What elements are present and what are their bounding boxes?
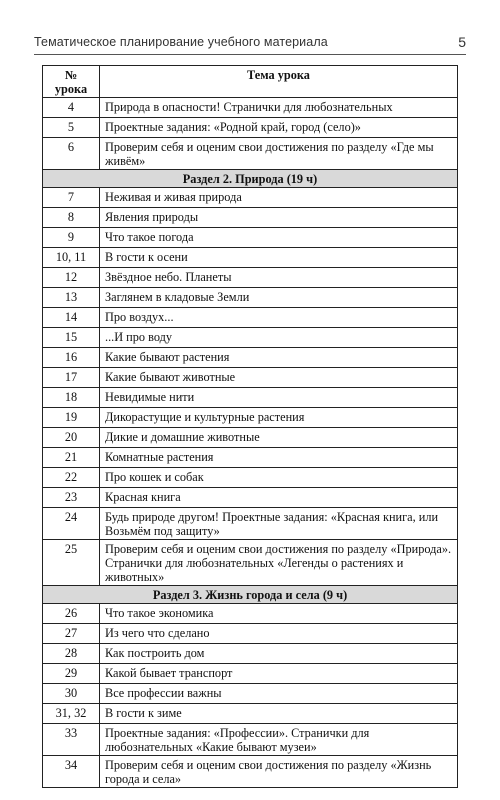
lesson-number: 7 [43, 188, 100, 208]
lesson-number: 16 [43, 348, 100, 368]
lesson-topic: Как построить дом [100, 644, 458, 664]
lesson-plan-table [42, 65, 458, 788]
table-row [43, 540, 458, 586]
table-row [43, 756, 458, 788]
lesson-topic: Комнатные растения [100, 448, 458, 468]
table-row [43, 288, 458, 308]
lesson-topic: Природа в опасности! Странички для любознательных [100, 98, 458, 118]
table-row [43, 724, 458, 756]
table-row [43, 644, 458, 664]
lesson-number: 24 [43, 508, 100, 540]
lesson-number: 10, 11 [43, 248, 100, 268]
lesson-topic: Проектные задания: «Родной край, город (село)» [100, 118, 458, 138]
table-row [43, 664, 458, 684]
lesson-topic: Какие бывают животные [100, 368, 458, 388]
lesson-number: 13 [43, 288, 100, 308]
lesson-topic: Красная книга [100, 488, 458, 508]
table-row [43, 208, 458, 228]
lesson-number: 9 [43, 228, 100, 248]
table-row [43, 98, 458, 118]
lesson-topic: Дикорастущие и культурные растения [100, 408, 458, 428]
lesson-number: 28 [43, 644, 100, 664]
table-row [43, 308, 458, 328]
lesson-topic: ...И про воду [100, 328, 458, 348]
table-row [43, 408, 458, 428]
lesson-number: 8 [43, 208, 100, 228]
table-row [43, 704, 458, 724]
table-header-row [43, 66, 458, 98]
page-number: 5 [458, 34, 466, 50]
table-row [43, 604, 458, 624]
table-row [43, 188, 458, 208]
table-row [43, 228, 458, 248]
table-row [43, 448, 458, 468]
lesson-number: 33 [43, 724, 100, 756]
table-body [43, 98, 458, 788]
lesson-number: 23 [43, 488, 100, 508]
table-row [43, 624, 458, 644]
section-header-row [43, 586, 458, 604]
table-row [43, 348, 458, 368]
column-header-lesson-topic: Тема урока [100, 66, 458, 98]
lesson-topic: Будь природе другом! Проектные задания: «Красная книга, или Возьмём под защиту» [100, 508, 458, 540]
lesson-number: 27 [43, 624, 100, 644]
lesson-number: 19 [43, 408, 100, 428]
lesson-number: 5 [43, 118, 100, 138]
lesson-topic: В гости к зиме [100, 704, 458, 724]
lesson-number: 21 [43, 448, 100, 468]
lesson-number: 20 [43, 428, 100, 448]
lesson-number: 22 [43, 468, 100, 488]
lesson-number: 12 [43, 268, 100, 288]
table-row [43, 388, 458, 408]
lesson-topic: Явления природы [100, 208, 458, 228]
section-title: Раздел 2. Природа (19 ч) [43, 170, 458, 188]
table-row [43, 328, 458, 348]
lesson-topic: Невидимые нити [100, 388, 458, 408]
lesson-topic: Проверим себя и оценим свои достижения по разделу «Жизнь города и села» [100, 756, 458, 788]
lesson-number: 17 [43, 368, 100, 388]
table-row [43, 488, 458, 508]
table-row [43, 508, 458, 540]
lesson-number: 4 [43, 98, 100, 118]
lesson-topic: Проектные задания: «Профессии». Странички для любознательных «Какие бывают музеи» [100, 724, 458, 756]
lesson-topic: Проверим себя и оценим свои достижения по разделу «Природа». Странички для любознательных «Легенды о растениях и животных» [100, 540, 458, 586]
table-row [43, 684, 458, 704]
table-row [43, 248, 458, 268]
lesson-topic: Какие бывают растения [100, 348, 458, 368]
lesson-topic: Из чего что сделано [100, 624, 458, 644]
lesson-number: 31, 32 [43, 704, 100, 724]
lesson-topic: Дикие и домашние животные [100, 428, 458, 448]
lesson-topic: Все профессии важны [100, 684, 458, 704]
lesson-topic: Проверим себя и оценим свои достижения по разделу «Где мы живём» [100, 138, 458, 170]
lesson-topic: Звёздное небо. Планеты [100, 268, 458, 288]
lesson-number: 25 [43, 540, 100, 586]
lesson-topic: Неживая и живая природа [100, 188, 458, 208]
lesson-topic: В гости к осени [100, 248, 458, 268]
lesson-topic: Заглянем в кладовые Земли [100, 288, 458, 308]
table-row [43, 268, 458, 288]
section-title: Раздел 3. Жизнь города и села (9 ч) [43, 586, 458, 604]
lesson-number: 15 [43, 328, 100, 348]
table-row [43, 138, 458, 170]
table-row [43, 368, 458, 388]
lesson-topic: Про воздух... [100, 308, 458, 328]
lesson-number: 26 [43, 604, 100, 624]
lesson-number: 30 [43, 684, 100, 704]
lesson-number: 14 [43, 308, 100, 328]
table-row [43, 468, 458, 488]
table-row [43, 428, 458, 448]
lesson-topic: Какой бывает транспорт [100, 664, 458, 684]
column-header-lesson-number: № урока [43, 66, 100, 98]
lesson-number: 18 [43, 388, 100, 408]
table-row [43, 118, 458, 138]
running-header-title: Тематическое планирование учебного материала [34, 35, 328, 49]
lesson-number: 6 [43, 138, 100, 170]
page-header [34, 34, 466, 55]
lesson-number: 29 [43, 664, 100, 684]
lesson-topic: Про кошек и собак [100, 468, 458, 488]
lesson-topic: Что такое погода [100, 228, 458, 248]
section-header-row [43, 170, 458, 188]
lesson-number: 34 [43, 756, 100, 788]
lesson-topic: Что такое экономика [100, 604, 458, 624]
